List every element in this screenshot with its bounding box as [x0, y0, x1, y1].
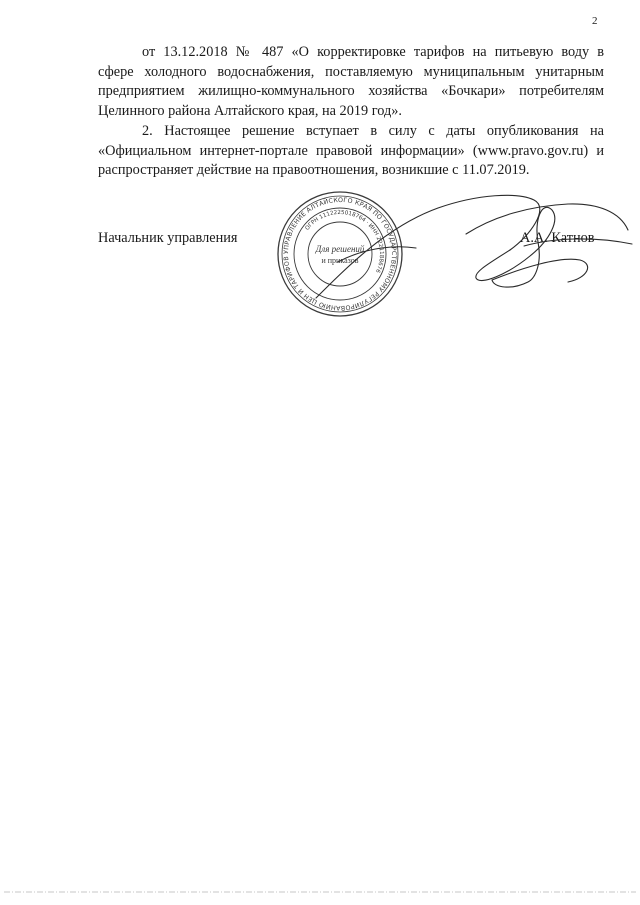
page-number: 2 — [592, 15, 598, 27]
paragraph-1-line-1: от 13.12.2018 № 487 «О корректировке тарифов на питьевую воду в — [142, 44, 604, 60]
seal-center-line-1: Для решений — [315, 244, 365, 254]
paragraph-1-line-2: сфере холодного водоснабжения, поставляемую муниципальным унитарным — [98, 63, 604, 80]
scan-border-noise — [0, 884, 640, 896]
seal-center-line-2: и приказов — [321, 256, 359, 265]
paragraph-1-line-3: предприятием жилищно-коммунального хозяйства «Бочкари» потребителям — [98, 83, 604, 100]
paragraph-2-line-3: распространяет действие на правоотношения, возникшие с 11.07.2019. — [98, 162, 530, 179]
seal-code-text: ОГРН 1112225018764 · ИНН 2221188676 — [304, 209, 385, 274]
document-body — [98, 43, 604, 181]
seal-outer-text: УПРАВЛЕНИЕ АЛТАЙСКОГО КРАЯ ПО ГОСУДАРСТВЕННОМУ РЕГУЛИРОВАНИЮ ЦЕН И ТАРИФОВ — [282, 196, 398, 312]
paragraph-2-line-2: «Официальном интернет-портале правовой информации» (www.pravo.gov.ru) и — [98, 142, 604, 159]
paragraph-2-line-1: 2. Настоящее решение вступает в силу с даты опубликования на — [142, 122, 604, 139]
signatory-name: А.А. Катнов — [520, 230, 595, 246]
signatory-title: Начальник управления — [98, 230, 238, 246]
handwritten-signature — [298, 186, 634, 304]
paragraph-1-line-4: Целинного района Алтайского края, на 2019 год». — [98, 103, 402, 120]
